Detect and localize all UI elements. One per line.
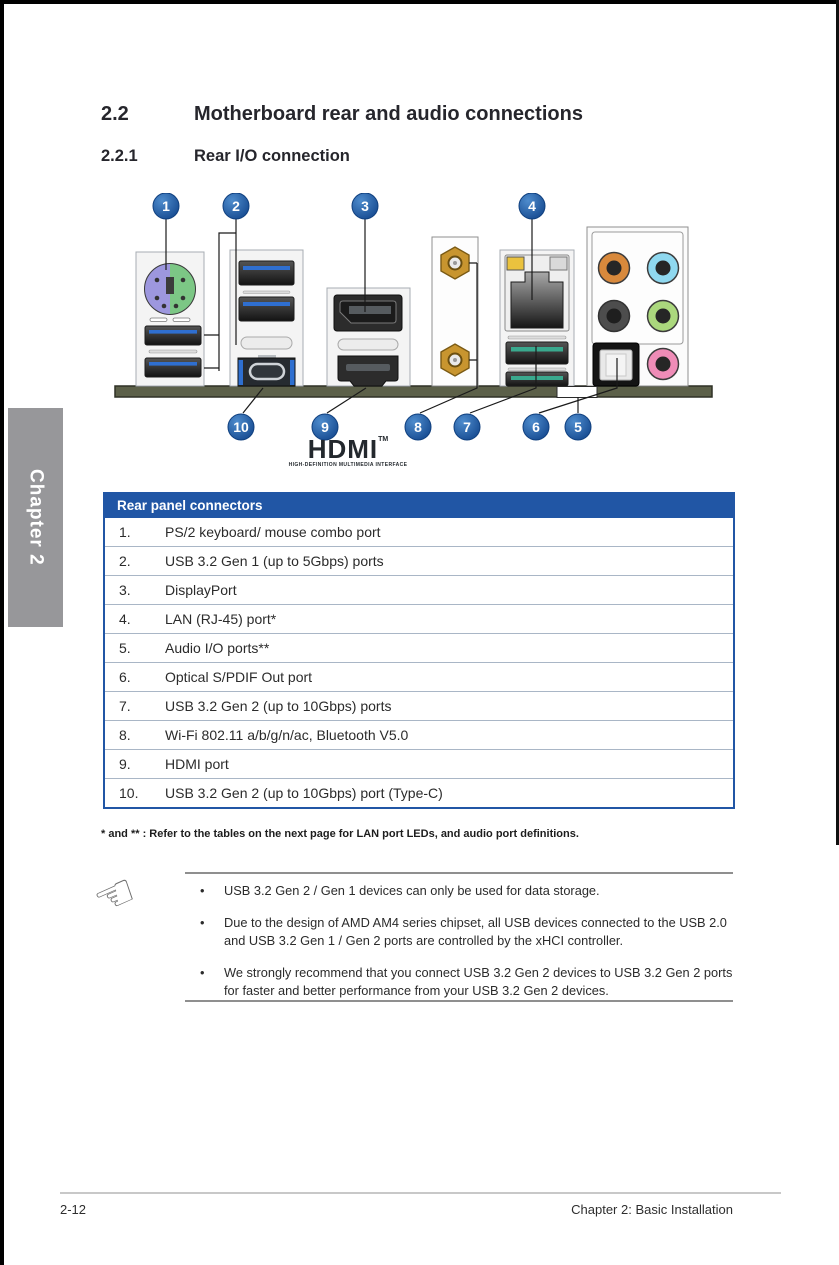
row-label: LAN (RJ-45) port* [165, 611, 277, 627]
subsection-title: Rear I/O connection [194, 147, 350, 165]
row-label: DisplayPort [165, 582, 237, 598]
ps2-usb-bracket [136, 252, 204, 386]
row-number: 5. [119, 640, 131, 656]
note-item: • USB 3.2 Gen 2 / Gen 1 devices can only be used for data storage. [190, 882, 733, 900]
displayport-icon [334, 295, 402, 331]
hdmi-logo-word: HDMI [307, 434, 379, 464]
row-label: USB 3.2 Gen 2 (up to 10Gbps) ports [165, 698, 392, 714]
row-number: 1. [119, 524, 131, 540]
table-row [105, 662, 733, 691]
callout-7: 7 [463, 419, 471, 435]
note-divider-top [185, 872, 733, 874]
rear-panel-connectors-table [103, 492, 735, 809]
display-bracket [327, 288, 410, 386]
callout-8: 8 [414, 419, 422, 435]
callout-9: 9 [321, 419, 329, 435]
table-row [105, 546, 733, 575]
row-label: Wi-Fi 802.11 a/b/g/n/ac, Bluetooth V5.0 [165, 727, 409, 743]
ps2-port-icon [145, 264, 195, 314]
section-number: 2.2 [101, 103, 129, 125]
callout-10: 10 [233, 419, 249, 435]
row-number: 7. [119, 698, 131, 714]
note-divider-bottom [185, 1000, 733, 1002]
footer-divider [60, 1192, 781, 1194]
audio-jacks-icon [587, 227, 688, 386]
footnote: * and ** : Refer to the tables on the next page for LAN port LEDs, and audio port definitions. [101, 828, 579, 840]
footer-chapter-label: Chapter 2: Basic Installation [571, 1202, 733, 1217]
hdmi-port-icon [338, 356, 398, 386]
note-hand-icon: ☜ [85, 862, 145, 928]
row-number: 2. [119, 553, 131, 569]
usb-gen1-ports-icon [145, 326, 201, 377]
row-number: 6. [119, 669, 131, 685]
table-row [105, 633, 733, 662]
table-row [105, 518, 733, 546]
row-number: 9. [119, 756, 131, 772]
hdmi-logo [288, 436, 408, 468]
callout-4: 4 [528, 198, 536, 214]
row-number: 3. [119, 582, 131, 598]
subsection-heading [101, 147, 350, 166]
table-row [105, 691, 733, 720]
table-row [105, 604, 733, 633]
note-list [190, 882, 733, 1014]
table-row [105, 749, 733, 778]
page-border-top [0, 0, 839, 4]
usb-typec-bracket [230, 250, 303, 386]
section-title: Motherboard rear and audio connections [194, 103, 583, 125]
callout-2: 2 [232, 198, 240, 214]
table-row [105, 720, 733, 749]
row-label: USB 3.2 Gen 2 (up to 10Gbps) port (Type-C) [165, 785, 443, 801]
rear-io-illustration [113, 193, 713, 475]
row-label: USB 3.2 Gen 1 (up to 5Gbps) ports [165, 553, 384, 569]
row-label: Optical S/PDIF Out port [165, 669, 313, 685]
lan-port-icon [505, 255, 569, 331]
callout-6: 6 [532, 419, 540, 435]
io-shield-bar [115, 386, 712, 397]
page-number: 2-12 [60, 1202, 87, 1217]
chapter-side-tab-label: Chapter 2 [25, 469, 47, 566]
table-row [105, 575, 733, 604]
row-label: PS/2 keyboard/ mouse combo port [165, 524, 381, 540]
note-item: • Due to the design of AMD AM4 series chipset, all USB devices connected to the USB 2.0 and USB 3.2 Gen 1 / Gen 2 ports are controlled by the xHCI controller. [190, 914, 733, 950]
usb-gen2-ports-icon [506, 342, 568, 386]
callout-1: 1 [162, 198, 170, 214]
row-number: 4. [119, 611, 131, 627]
table-row [105, 778, 733, 807]
note-item: • We strongly recommend that you connect USB 3.2 Gen 2 devices to USB 3.2 Gen 2 ports for faster and better performance from your USB 3.2 Gen 2 devices. [190, 964, 733, 1000]
optical-spdif-icon [593, 343, 639, 386]
row-number: 8. [119, 727, 131, 743]
row-label: HDMI port [165, 756, 229, 772]
chapter-side-tab [8, 408, 63, 627]
callout-5: 5 [574, 419, 582, 435]
row-label: Audio I/O ports** [165, 640, 270, 656]
hdmi-logo-tagline: HIGH-DEFINITION MULTIMEDIA INTERFACE [288, 462, 408, 468]
section-heading [101, 103, 583, 126]
wifi-antenna-connectors-icon [432, 237, 478, 386]
table-header: Rear panel connectors [105, 494, 733, 518]
page-border-left [0, 0, 4, 1265]
row-number: 10. [119, 785, 139, 801]
callout-3: 3 [361, 198, 369, 214]
subsection-number: 2.2.1 [101, 147, 138, 165]
hdmi-logo-tm: TM [378, 436, 389, 443]
usb-c-port-icon [238, 355, 295, 386]
lan-usb-bracket [500, 250, 574, 386]
